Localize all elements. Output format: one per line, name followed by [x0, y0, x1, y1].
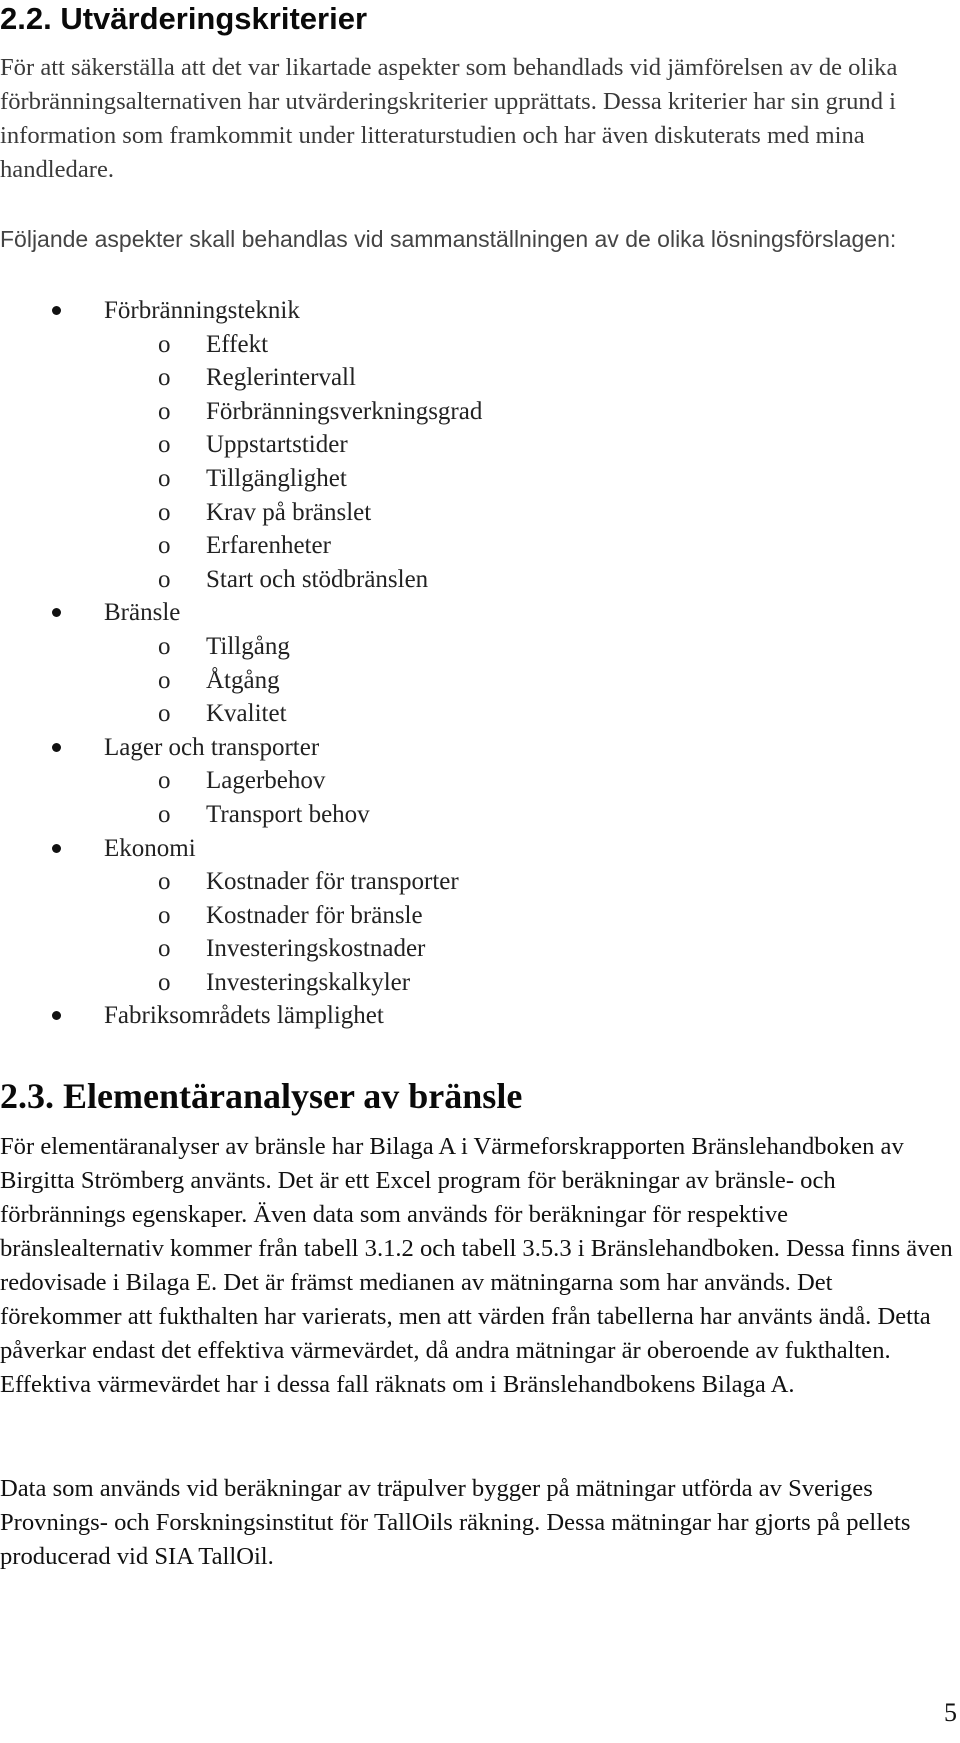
- sub-criteria-list: [104, 630, 900, 731]
- sub-bullet-marker: o: [158, 767, 171, 795]
- sub-criteria-item: [104, 496, 900, 530]
- criteria-item: [0, 731, 900, 832]
- sub-criteria-label: Investeringskalkyler: [206, 968, 411, 996]
- sub-bullet-marker: o: [158, 700, 171, 728]
- section-heading-2-2: 2.2. Utvärderingskriterier: [0, 1, 368, 36]
- sub-criteria-list: [104, 865, 900, 999]
- criteria-label: Förbränningsteknik: [104, 297, 300, 324]
- sub-criteria-label: Transport behov: [206, 800, 370, 828]
- criteria-item: [0, 294, 900, 596]
- intro-paragraph: För att säkerställa att det var likartade aspekter som behandlads vid jämförelsen av de olika förbränningsalternativen har utvärderingskriterier upprättats. Dessa kriterier har sin grund i information som framkommit under litteraturstudien och har även diskuterats med mina handledare.: [0, 54, 898, 183]
- criteria-item: [0, 832, 900, 1000]
- criteria-label: Bränsle: [104, 599, 181, 627]
- sub-bullet-marker: o: [158, 397, 171, 425]
- sub-criteria-item: [104, 395, 900, 429]
- sub-criteria-list: [104, 764, 900, 831]
- sub-bullet-marker: o: [158, 498, 171, 526]
- sub-criteria-item: [104, 899, 900, 933]
- criteria-item: [0, 999, 900, 1033]
- bullet-dot-icon: [52, 844, 61, 853]
- sub-bullet-marker: o: [158, 868, 171, 896]
- sub-criteria-label: Erfarenheter: [206, 532, 331, 560]
- sub-criteria-label: Kostnader för bränsle: [206, 901, 423, 929]
- sub-bullet-marker: o: [158, 800, 171, 828]
- sub-bullet-marker: o: [158, 968, 171, 996]
- sub-bullet-marker: o: [158, 464, 171, 492]
- sub-bullet-marker: o: [158, 330, 171, 358]
- sub-criteria-item: [104, 798, 900, 832]
- section-heading-2-3: 2.3. Elementäranalyser av bränsle: [0, 1076, 523, 1116]
- sub-criteria-label: Tillgänglighet: [206, 464, 347, 492]
- criteria-list: [0, 294, 900, 1033]
- sub-criteria-label: Reglerintervall: [206, 364, 356, 392]
- bullet-dot-icon: [52, 306, 61, 315]
- bullet-dot-icon: [52, 608, 61, 617]
- sub-criteria-item: [104, 328, 900, 362]
- sub-criteria-label: Tillgång: [206, 632, 290, 660]
- sub-criteria-item: [104, 697, 900, 731]
- sub-bullet-marker: o: [158, 431, 171, 459]
- criteria-label: Fabriksområdets lämplighet: [104, 1002, 384, 1030]
- sub-criteria-label: Kvalitet: [206, 700, 287, 728]
- page-number: 5: [944, 1698, 957, 1727]
- sub-bullet-marker: o: [158, 632, 171, 660]
- sub-criteria-item: [104, 361, 900, 395]
- sub-criteria-label: Åtgång: [206, 666, 280, 694]
- sub-bullet-marker: o: [158, 532, 171, 560]
- sub-criteria-label: Investeringskostnader: [206, 935, 426, 963]
- bullet-dot-icon: [52, 743, 61, 752]
- sub-bullet-marker: o: [158, 901, 171, 929]
- sub-criteria-label: Krav på bränslet: [206, 498, 372, 526]
- sub-criteria-label: Start och stödbränslen: [206, 565, 429, 593]
- sub-criteria-item: [104, 630, 900, 664]
- sub-criteria-item: [104, 966, 900, 1000]
- sub-criteria-item: [104, 764, 900, 798]
- sub-bullet-marker: o: [158, 565, 171, 593]
- sub-bullet-marker: o: [158, 666, 171, 694]
- sub-criteria-list: [104, 328, 900, 597]
- criteria-lead-paragraph: Följande aspekter skall behandlas vid sammanställningen av de olika lösningsförslagen:: [0, 226, 897, 252]
- sub-criteria-label: Uppstartstider: [206, 431, 348, 459]
- sub-criteria-item: [104, 529, 900, 563]
- sub-bullet-marker: o: [158, 935, 171, 963]
- criteria-label: Lager och transporter: [104, 733, 320, 761]
- wood-powder-data-paragraph: Data som används vid beräkningar av träpulver bygger på mätningar utförda av Sveriges Provnings- och Forskningsinstitut för TallOils räkning. Dessa mätningar har gjorts på pellets producerad vid SIA TallOil.: [0, 1475, 911, 1570]
- sub-criteria-item: [104, 563, 900, 597]
- sub-criteria-item: [104, 865, 900, 899]
- sub-criteria-item: [104, 428, 900, 462]
- sub-criteria-item: [104, 462, 900, 496]
- sub-criteria-item: [104, 932, 900, 966]
- criteria-item: [0, 596, 900, 730]
- criteria-label: Ekonomi: [104, 834, 196, 862]
- sub-criteria-label: Förbränningsverkningsgrad: [206, 397, 483, 425]
- sub-criteria-label: Lagerbehov: [206, 767, 326, 795]
- elementary-analysis-paragraph: För elementäranalyser av bränsle har Bilaga A i Värmeforskrapporten Bränslehandboken av Birgitta Strömberg använts. Det är ett Excel program för beräkningar av bränsle- och förbrännings egenskaper. Även data som används för beräkningar för respektive bränslealternativ kommer från tabell 3.1.2 och tabell 3.5.3 i Bränslehandboken. Dessa finns även redovisade i Bilaga E. Det är främst medianen av mätningarna som har används. Det förekommer att fukthalten har varierats, men att värden från tabellerna har använts ändå. Detta påverkar endast det effektiva värmevärdet, då andra mätningar är oberoende av fukthalten. Effektiva värmevärdet har i dessa fall räknats om i Bränslehandbokens Bilaga A.: [0, 1133, 953, 1398]
- sub-bullet-marker: o: [158, 364, 171, 392]
- sub-criteria-label: Kostnader för transporter: [206, 868, 459, 896]
- sub-criteria-item: [104, 664, 900, 698]
- bullet-dot-icon: [52, 1011, 61, 1020]
- sub-criteria-label: Effekt: [206, 330, 269, 358]
